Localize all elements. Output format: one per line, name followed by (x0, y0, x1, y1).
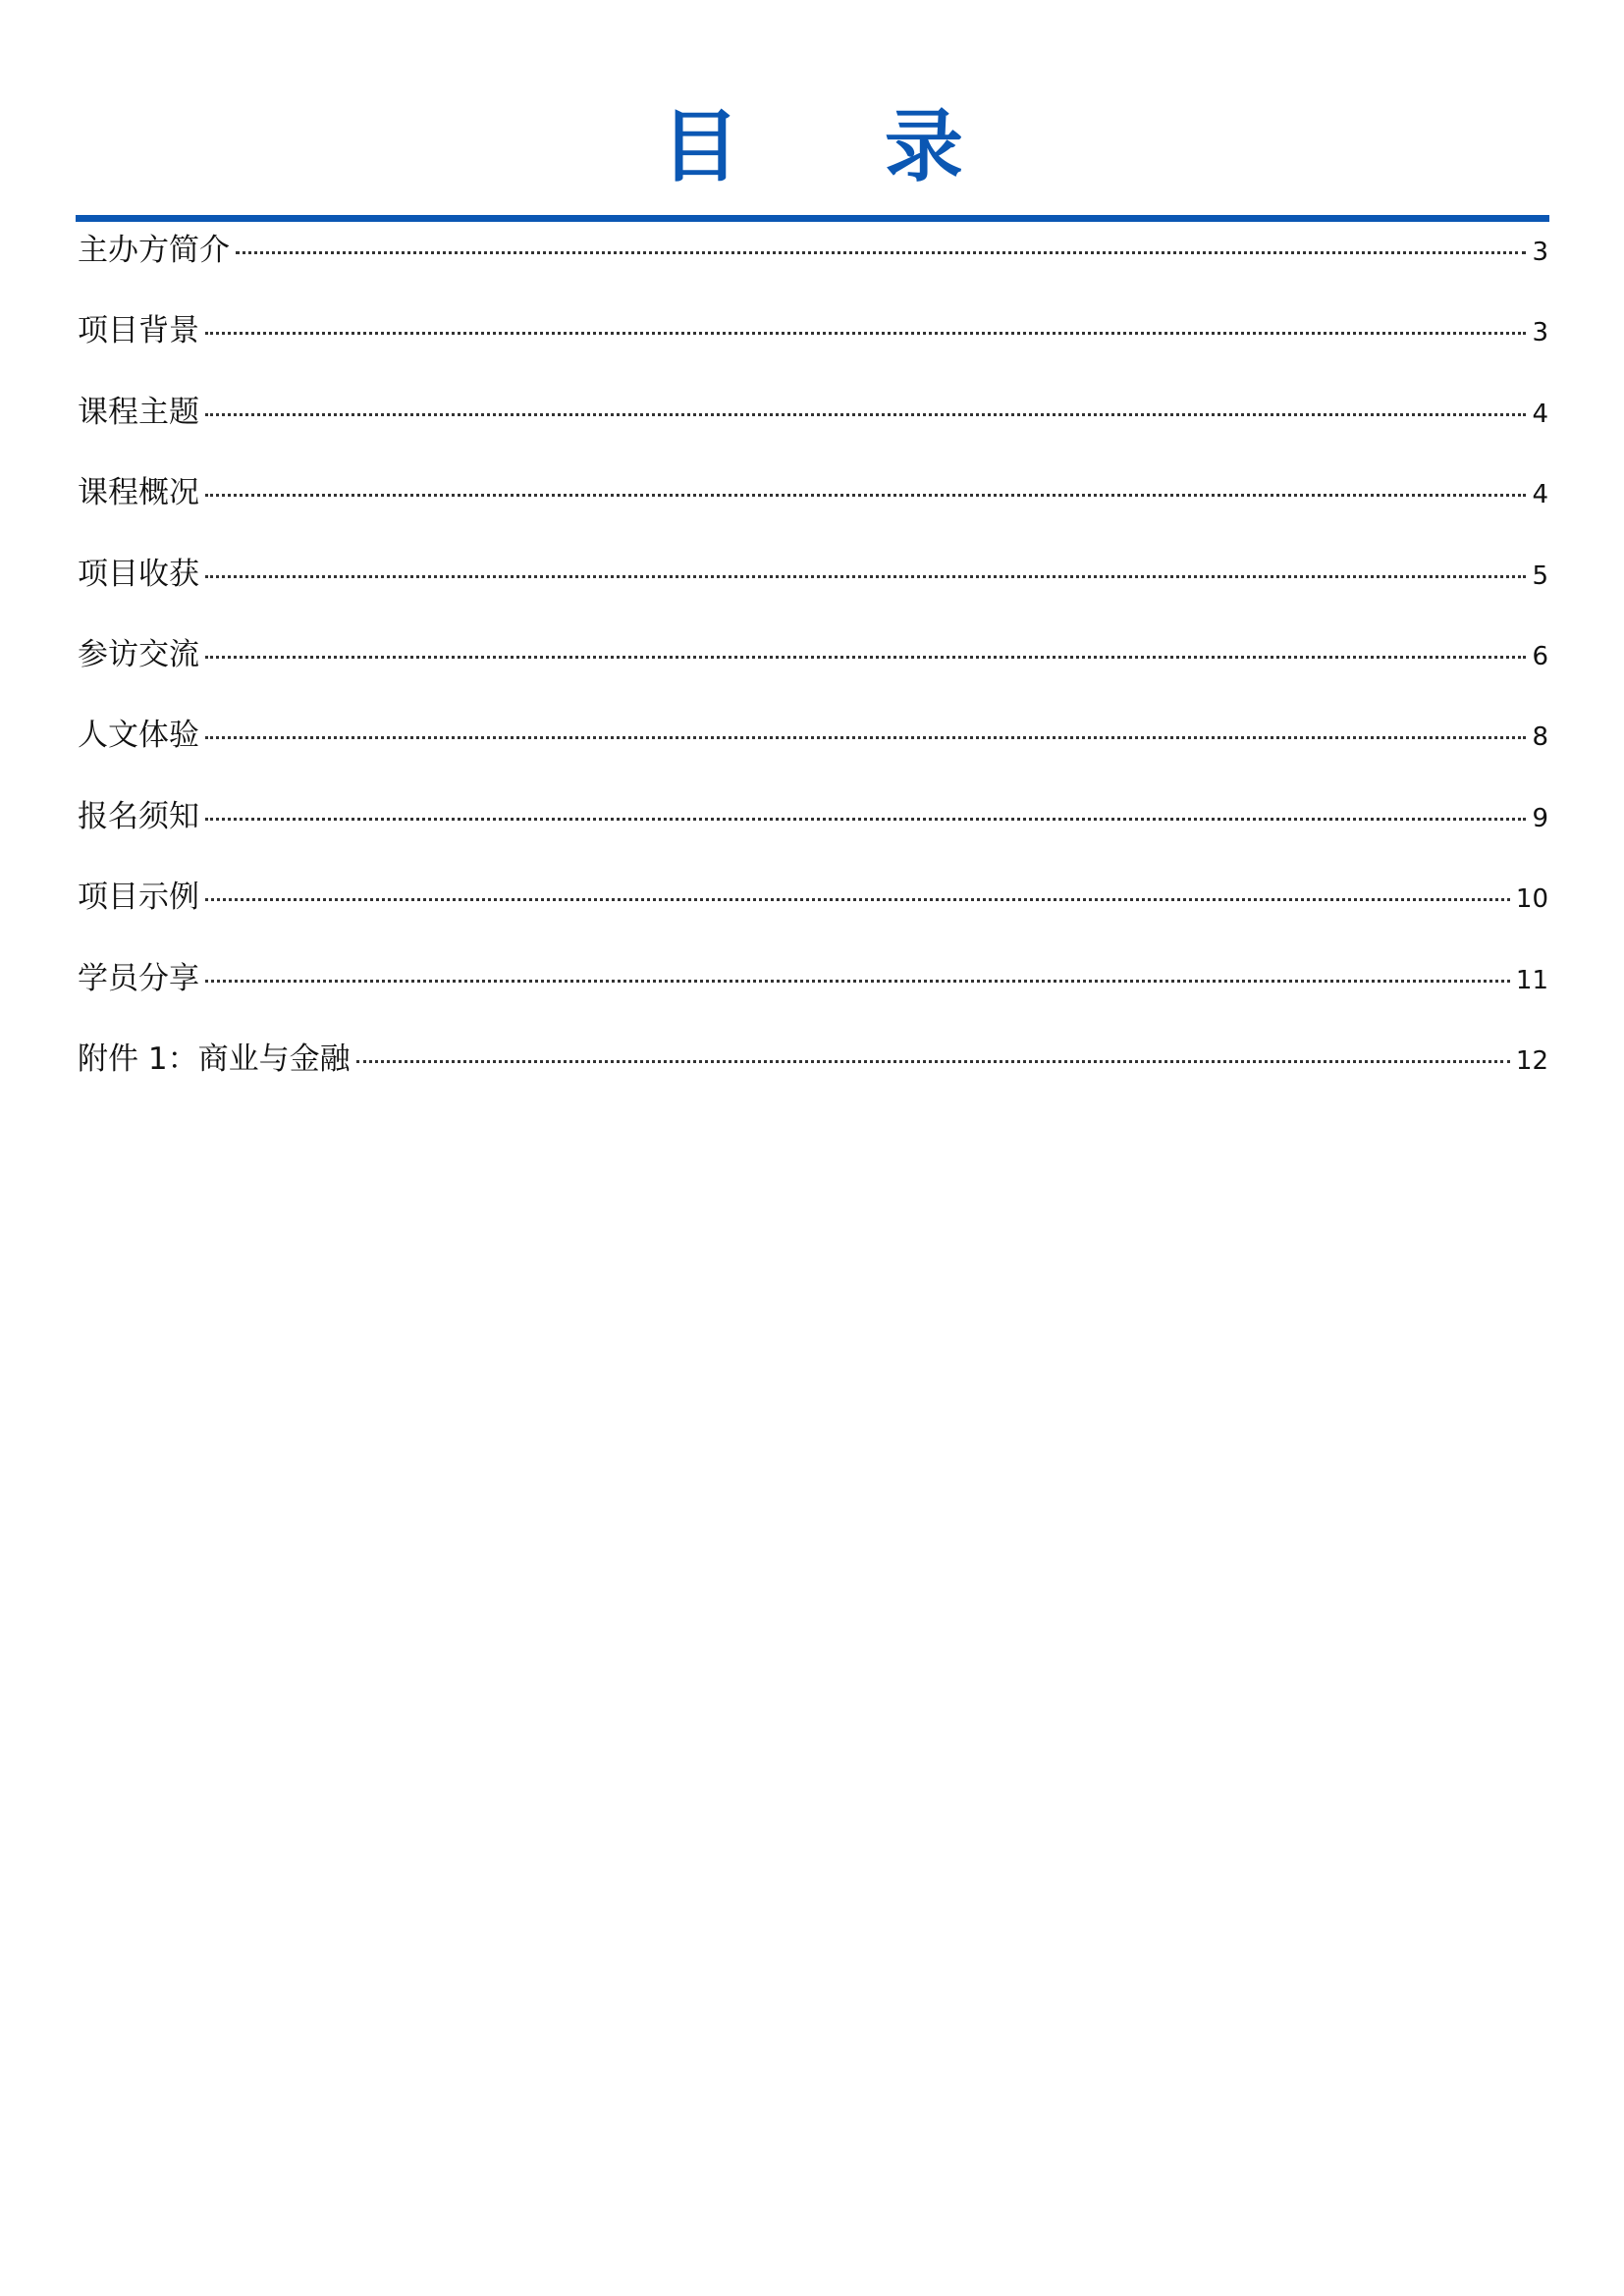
toc-dot-leader (205, 980, 1510, 983)
toc-entry-label: 附件 1：商业与金融 (78, 1041, 351, 1077)
toc-entry-page: 6 (1532, 641, 1548, 671)
toc-entry-label: 课程概况 (78, 475, 199, 511)
toc-entry-registration[interactable] (78, 790, 1548, 871)
toc-entry-course-overview[interactable] (78, 466, 1548, 547)
toc-dot-leader (205, 656, 1526, 659)
toc-dot-leader (205, 332, 1526, 335)
toc-entry-testimonials[interactable] (78, 952, 1548, 1033)
toc-entry-page: 9 (1532, 803, 1548, 833)
toc-entry-page: 11 (1515, 965, 1548, 995)
toc-entry-intro[interactable] (78, 224, 1548, 304)
title-divider (76, 215, 1549, 222)
toc-entry-page: 4 (1532, 480, 1548, 510)
toc-entry-page: 10 (1515, 884, 1548, 915)
toc-entry-page: 4 (1532, 399, 1548, 429)
toc-entry-label: 人文体验 (78, 718, 199, 754)
toc-dot-leader (205, 736, 1526, 739)
toc-entry-examples[interactable] (78, 871, 1548, 951)
page-title: 目 录 (661, 101, 1022, 192)
toc-entry-label: 项目收获 (78, 556, 199, 592)
toc-dot-leader (205, 818, 1526, 821)
table-of-contents (78, 224, 1548, 1113)
toc-entry-page: 3 (1532, 238, 1548, 267)
toc-entry-appendix-1[interactable] (78, 1033, 1548, 1113)
toc-dot-leader (356, 1060, 1510, 1063)
toc-entry-label: 报名须知 (78, 798, 199, 834)
toc-dot-leader (205, 575, 1526, 578)
toc-dot-leader (236, 251, 1526, 254)
toc-dot-leader (205, 413, 1526, 416)
toc-entry-label: 课程主题 (78, 394, 199, 430)
toc-dot-leader (205, 494, 1526, 497)
toc-entry-label: 主办方简介 (78, 233, 230, 268)
toc-entry-page: 12 (1515, 1045, 1548, 1076)
toc-entry-culture[interactable] (78, 709, 1548, 789)
toc-entry-page: 5 (1532, 561, 1548, 591)
toc-entry-label: 学员分享 (78, 960, 199, 996)
toc-entry-page: 8 (1532, 722, 1548, 753)
toc-entry-label: 参访交流 (78, 636, 199, 672)
toc-entry-visits[interactable] (78, 628, 1548, 709)
toc-entry-outcomes[interactable] (78, 548, 1548, 628)
toc-entry-page: 3 (1532, 318, 1548, 348)
toc-dot-leader (205, 898, 1510, 901)
toc-entry-course-theme[interactable] (78, 386, 1548, 466)
toc-entry-label: 项目背景 (78, 313, 199, 349)
toc-entry-background[interactable] (78, 304, 1548, 385)
toc-entry-label: 项目示例 (78, 880, 199, 916)
